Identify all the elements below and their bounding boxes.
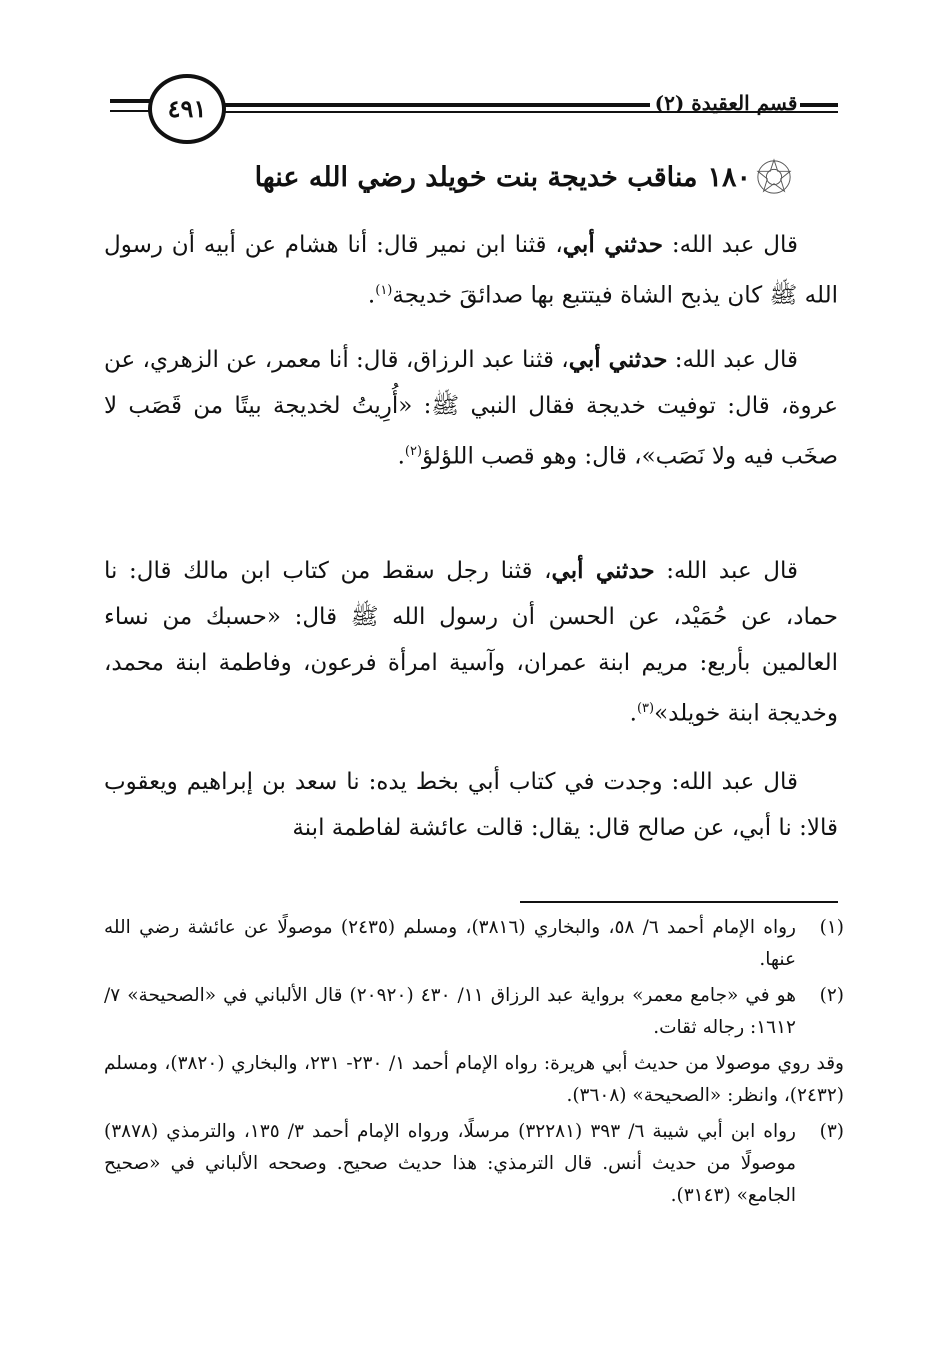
header-rule-right-end: [800, 103, 838, 107]
para-text: قال عبد الله: وجدت في كتاب أبي بخط يده: نا سعد بن إبراهيم ويعقوب قالا: نا أبي، عن صالح قال: يقال: قالت عائشة لفاطمة ابنة: [104, 769, 838, 841]
footnote-number: (١): [819, 917, 844, 938]
paragraph-4: [104, 759, 838, 851]
page-number: ٤٩١: [148, 74, 226, 144]
para-end: .: [397, 443, 405, 470]
para-lead: قال عبد الله:: [667, 347, 798, 373]
header-rule-right: [212, 103, 650, 107]
para-text: ، قثنا رجل سقط من كتاب ابن مالك قال: نا حماد، عن حُمَيْد، عن الحسن أن رسول الله ﷺ قال: «حسبك من نساء العالمين بأربع: مريم ابنة عمران، وآسية امرأة فرعون، وفاطمة ابنة محمد، وخديجة ابنة خويلد»: [104, 558, 838, 727]
footnote-ref: (٢): [404, 444, 423, 459]
footnote-ref: (١): [375, 283, 393, 298]
footnote-2-continued: وقد روي موصولا من حديث أبي هريرة: رواه الإمام أحمد ١/ ٢٣٠- ٢٣١، والبخاري (٣٨٢٠)، ومسلم (٢٤٣٢)، وانظر: «الصحيحة» (٣٦٠٨).: [104, 1053, 844, 1106]
footnote-3: [104, 1116, 844, 1212]
paragraph-2: [104, 337, 838, 480]
footnote-1: [104, 912, 844, 976]
star-ornament-icon: [755, 158, 793, 196]
para-end: .: [629, 700, 637, 727]
section-number: ١٨٠: [707, 161, 751, 193]
footnote-2: [104, 980, 844, 1044]
section-title: [255, 158, 793, 196]
para-lead: قال عبد الله:: [663, 232, 799, 258]
para-bold: حدثني أبي: [568, 346, 668, 373]
paragraph-1: [104, 222, 838, 319]
footnote-number: (٣): [819, 1121, 844, 1142]
section-heading: مناقب خديجة بنت خويلد رضي الله عنها: [254, 161, 698, 193]
para-bold: حدثني أبي: [551, 557, 655, 584]
footnote-ref: (٣): [636, 701, 655, 716]
para-end: .: [367, 282, 376, 309]
footnote-separator: [520, 901, 838, 903]
para-bold: حدثني أبي: [562, 231, 664, 258]
footnote-text: رواه ابن أبي شيبة ٦/ ٣٩٣ (٣٢٢٨١) مرسلًا، ورواه الإمام أحمد ٣/ ١٣٥، والترمذي (٣٨٧٨) موصولًا من حديث أنس. قال الترمذي: هذا حديث صحيح. وصححه الألباني في «صحيح الجامع» (٣١٤٣).: [104, 1121, 796, 1206]
footnotes: [104, 912, 844, 1216]
para-lead: قال عبد الله:: [654, 558, 798, 584]
footnote-text: رواه الإمام أحمد ٦/ ٥٨، والبخاري (٣٨١٦)، ومسلم (٢٤٣٥) موصولًا عن عائشة رضي الله عنها.: [104, 917, 796, 970]
footnote-text: هو في «جامع معمر» برواية عبد الرزاق ١١/ ٤٣٠ (٢٠٩٢٠) قال الألباني في «الصحيحة» ٧/ ١٦١٢: رجاله ثقات.: [104, 985, 796, 1038]
para-text: ، قثنا ابن نمير قال: أنا هشام عن أبيه أن رسول الله ﷺ كان يذبح الشاة فيتتبع بها صدائقَ خديجة: [104, 232, 838, 309]
footnote-number: (٢): [819, 985, 844, 1006]
para-text: ، قثنا عبد الرزاق، قال: أنا معمر، عن الزهري، عن عروة، قال: توفيت خديجة فقال النبي ﷺ: «أُرِيتُ لخديجة بيتًا من قَصَب لا صخَب فيه ولا نَصَب»، قال: وهو قصب اللؤلؤ: [104, 347, 838, 470]
running-head: قسم العقيدة (٢): [654, 91, 798, 115]
paragraph-3: [104, 548, 838, 737]
